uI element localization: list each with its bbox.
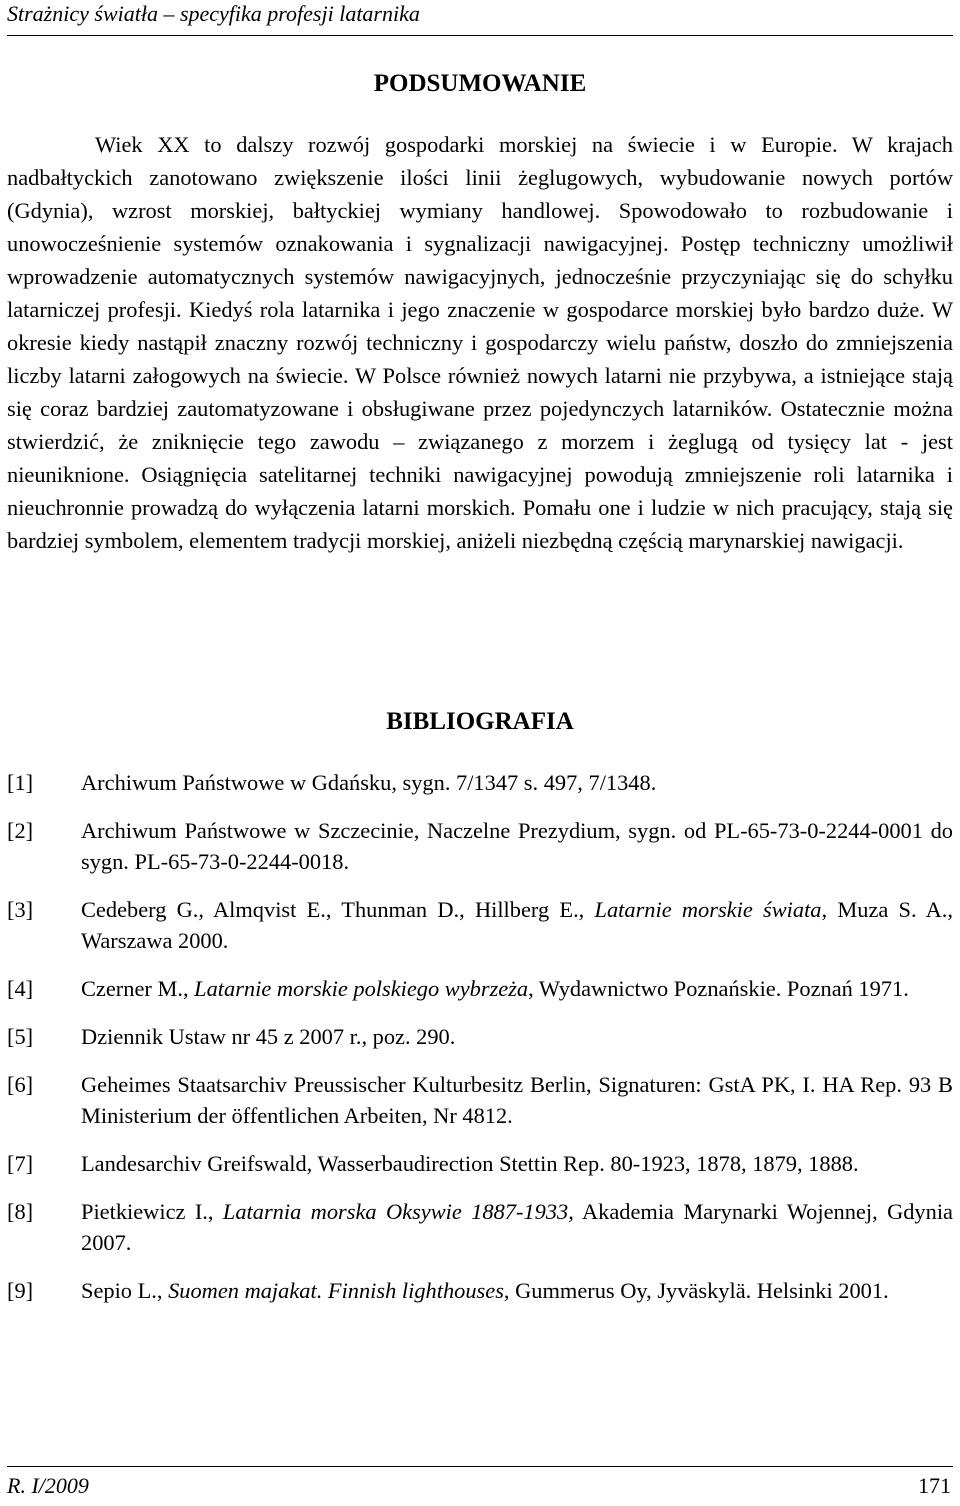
bibliography-item [7,815,953,877]
citation-text: Archiwum Państwowe w Gdańsku, sygn. 7/1347 s. 497, 7/1348. [81,770,657,795]
bibliography-item-text [81,1148,953,1179]
citation-title: Suomen majakat. Finnish lighthouses [168,1278,504,1303]
bibliography-item [7,1069,953,1131]
bibliography-item-number: [3] [7,897,34,922]
bibliography-item [7,767,953,798]
bibliography-item-text [81,894,953,956]
citation-text: Pietkiewicz I., [81,1199,223,1224]
bibliography-item [7,1275,953,1306]
summary-heading: PODSUMOWANIE [373,70,587,97]
citation-tail: , Akademia Marynarki Wojennej, Gdynia 2007. [81,1199,953,1255]
journal-issue: R. I/2009 [7,1473,89,1498]
citation-tail: , Gummerus Oy, Jyväskylä. Helsinki 2001. [503,1278,889,1303]
bibliography-item-text [81,1275,953,1306]
bibliography-item-number: [7] [7,1151,34,1176]
citation-title: Latarnia morska Oksywie 1887-1933 [222,1199,569,1224]
running-header [7,0,953,36]
citation-text: Geheimes Staatsarchiv Preussischer Kulturbesitz Berlin, Signaturen: GstA PK, I. HA Rep. 93 B Ministerium der öffentlichen Arbeiten, Nr 4812. [81,1072,953,1128]
bibliography-item-number: [2] [7,818,34,843]
citation-text: Cedeberg G., Almqvist E., Thunman D., Hillberg E., [81,897,595,922]
bibliography-item-number: [5] [7,1024,34,1049]
citation-text: Landesarchiv Greifswald, Wasserbaudirection Stettin Rep. 80-1923, 1878, 1879, 1888. [81,1151,859,1176]
bibliography-item [7,973,953,1004]
bibliography-item-text [81,767,953,798]
citation-tail: , Muza S. A., Warszawa 2000. [81,897,953,953]
citation-text: Archiwum Państwowe w Szczecinie, Naczelne Prezydium, sygn. od PL-65-73-0-2244-0001 do sygn. PL-65-73-0-2244-0018. [81,818,953,874]
bibliography-item [7,1196,953,1258]
citation-title: Latarnie morskie polskiego wybrzeża [194,976,529,1001]
citation-text: Czerner M., [81,976,195,1001]
citation-text: Dziennik Ustaw nr 45 z 2007 r., poz. 290. [81,1024,456,1049]
bibliography-item-text [81,815,953,877]
bibliography-item-number: [1] [7,770,34,795]
page-number: 171 [918,1473,951,1498]
bibliography-item [7,1148,953,1179]
citation-text: Sepio L., [81,1278,169,1303]
bibliography-list [7,767,953,1323]
citation-title: Latarnie morskie świata [594,897,822,922]
bibliography-item-text [81,973,953,1004]
citation-tail: , Wydawnictwo Poznańskie. Poznań 1971. [528,976,909,1001]
bibliography-item [7,1021,953,1052]
bibliography-item-number: [8] [7,1199,34,1224]
bibliography-item [7,894,953,956]
running-title: Strażnicy światła – specyfika profesji latarnika [7,1,420,26]
bibliography-item-number: [9] [7,1278,34,1303]
bibliography-heading: BIBLIOGRAFIA [386,708,574,735]
summary-paragraph: Wiek XX to dalszy rozwój gospodarki morskiej na świecie i w Europie. W krajach nadbałtyckich zanotowano zwiększenie ilości linii żeglugowych, wybudowanie nowych portów (Gdynia), wzrost morskiej, bałtyckiej wymiany handlowej. Spowodowało to rozbudowanie i unowocześnienie systemów oznakowania i sygnalizacji nawigacyjnej. Postęp techniczny umożliwił wprowadzenie automatycznych systemów nawigacyjnych, jednocześnie przyczyniając się do schyłku latarniczej profesji. Kiedyś rola latarnika i jego znaczenie w gospodarce morskiej było bardzo duże. W okresie kiedy nastąpił znaczny rozwój techniczny i gospodarczy wielu państw, doszło do zmniejszenia liczby latarni załogowych na świecie. W Polsce również nowych latarni nie przybywa, a istniejące stają się coraz bardziej zautomatyzowane i obsługiwane przez pojedynczych latarników. Ostatecznie można stwierdzić, że zniknięcie tego zawodu – związanego z morzem i żeglugą od tysięcy lat - jest nieuniknione. Osiągnięcia satelitarnej techniki nawigacyjnej powodują zmniejszenie roli latarnika i nieuchronnie prowadzą do wyłączenia latarni morskich. Pomału one i ludzie w nich pracujący, stają się bardziej symbolem, elementem tradycji morskiej, aniżeli niezbędną częścią marynarskiej nawigacji. [7,132,953,553]
page-footer [7,1466,953,1503]
bibliography-item-number: [4] [7,976,34,1001]
bibliography-item-text [81,1021,953,1052]
bibliography-item-text [81,1069,953,1131]
bibliography-item-text [81,1196,953,1258]
bibliography-item-number: [6] [7,1072,34,1097]
